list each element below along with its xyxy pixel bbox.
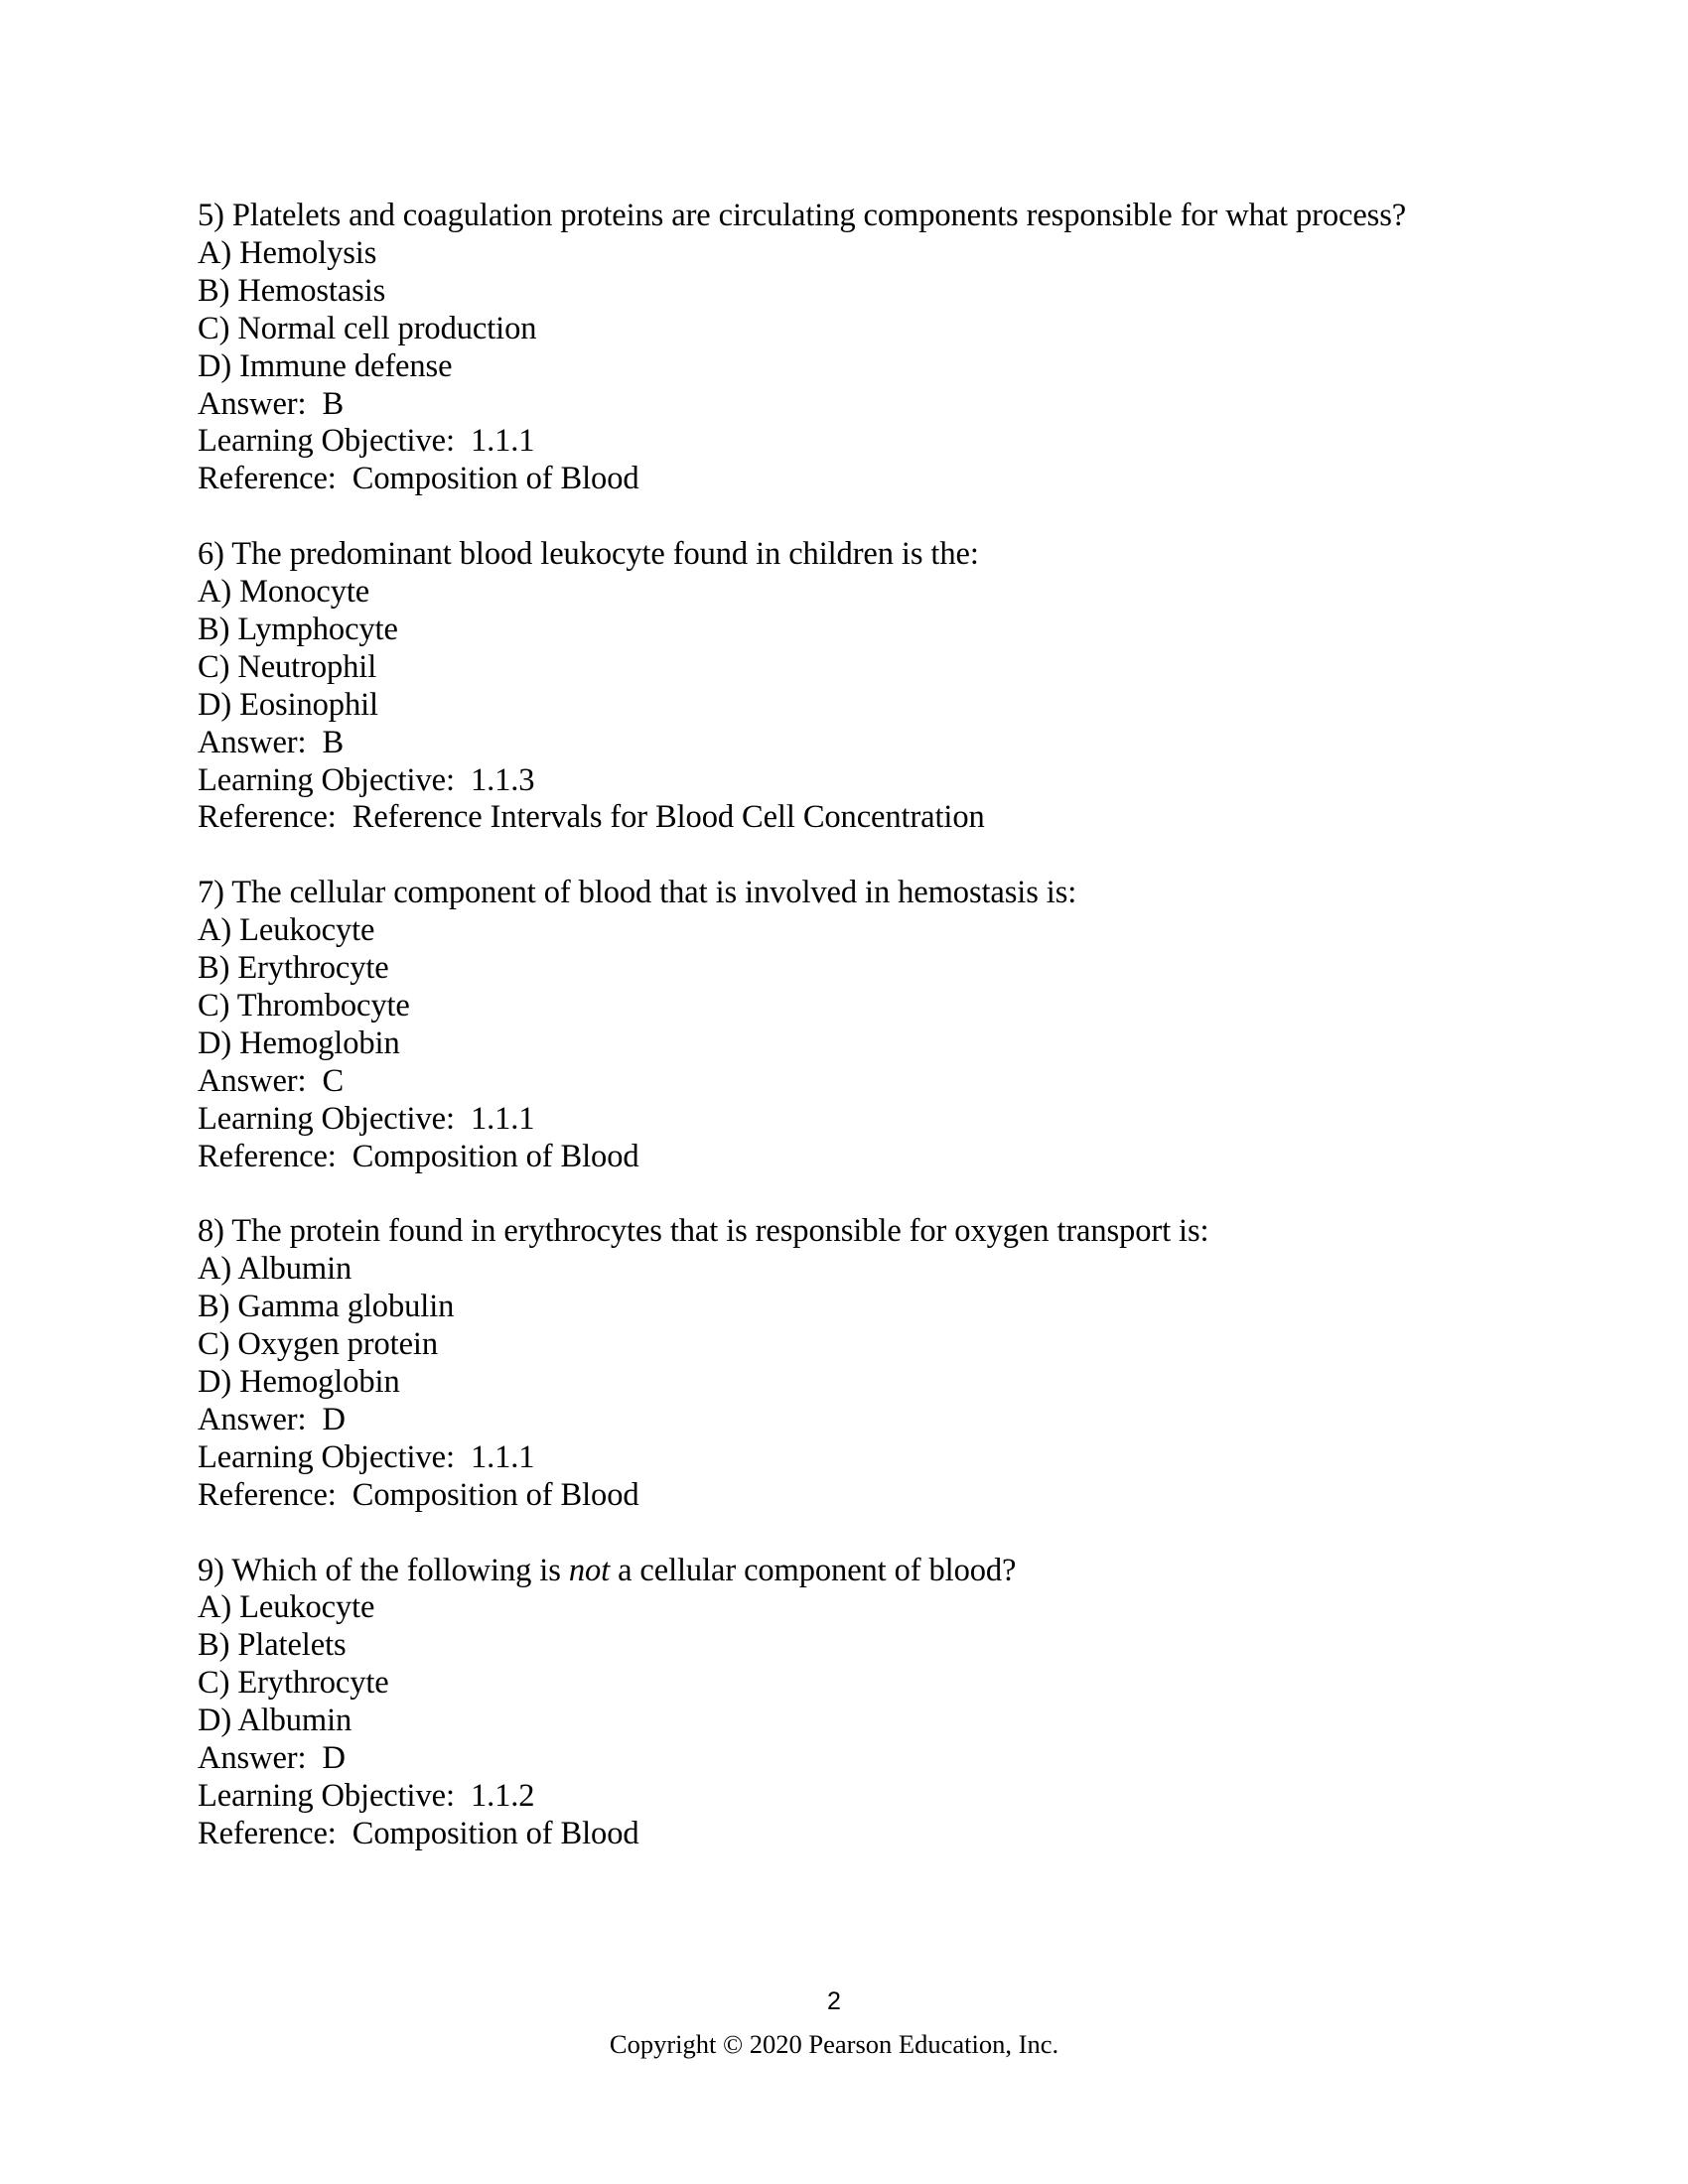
reference: Reference: Composition of Blood — [198, 461, 639, 497]
answer-option: A) Hemolysis — [198, 234, 377, 271]
question-stem — [198, 1553, 1508, 1590]
answer-option: A) Albumin — [198, 1251, 352, 1288]
correct-answer: Answer: B — [198, 385, 345, 422]
answer-option: B) Erythrocyte — [198, 950, 389, 987]
stem-text: 9) Which of the following is — [198, 1552, 569, 1588]
stem-text: 6) The predominant blood leukocyte found in children is the: — [198, 536, 979, 573]
reference: Reference: Reference Intervals for Blood Cell Concentration — [198, 799, 985, 836]
reference: Reference: Composition of Blood — [198, 1476, 639, 1513]
correct-answer: Answer: D — [198, 1740, 346, 1777]
answer-option: D) Albumin — [198, 1703, 352, 1739]
question-block — [198, 198, 1508, 498]
question-block — [198, 1213, 1508, 1514]
answer-option: D) Eosinophil — [198, 686, 378, 723]
answer-option: D) Immune defense — [198, 347, 453, 384]
learning-objective: Learning Objective: 1.1.2 — [198, 1778, 535, 1814]
page-number: 2 — [827, 1987, 841, 2015]
correct-answer: Answer: B — [198, 724, 345, 760]
answer-option: B) Gamma globulin — [198, 1289, 455, 1325]
question-stem — [198, 875, 1508, 912]
answer-option: B) Platelets — [198, 1627, 347, 1664]
stem-text: 8) The protein found in erythrocytes that is responsible for oxygen transport is: — [198, 1213, 1209, 1250]
answer-option: C) Erythrocyte — [198, 1665, 389, 1702]
answer-option: D) Hemoglobin — [198, 1364, 400, 1401]
correct-answer: Answer: D — [198, 1401, 346, 1437]
correct-answer: Answer: C — [198, 1062, 345, 1099]
learning-objective: Learning Objective: 1.1.3 — [198, 761, 535, 798]
answer-option: A) Monocyte — [198, 574, 370, 611]
learning-objective: Learning Objective: 1.1.1 — [198, 1438, 535, 1475]
answer-option: B) Lymphocyte — [198, 611, 398, 647]
answer-option: C) Neutrophil — [198, 648, 377, 685]
answer-option: C) Normal cell production — [198, 310, 537, 346]
answer-option: B) Hemostasis — [198, 272, 386, 309]
stem-text: 7) The cellular component of blood that is involved in hemostasis is: — [198, 875, 1077, 911]
question-stem — [198, 536, 1508, 574]
question-stem — [198, 198, 1508, 235]
question-block — [198, 1553, 1508, 1853]
question-stem — [198, 1213, 1508, 1251]
stem-text: 5) Platelets and coagulation proteins are circulating components responsible for what process? — [198, 198, 1407, 233]
learning-objective: Learning Objective: 1.1.1 — [198, 423, 535, 460]
answer-option: A) Leukocyte — [198, 912, 375, 949]
answer-option: D) Hemoglobin — [198, 1024, 400, 1061]
learning-objective: Learning Objective: 1.1.1 — [198, 1100, 535, 1137]
answer-option: A) Leukocyte — [198, 1589, 375, 1626]
question-block — [198, 875, 1508, 1175]
reference: Reference: Composition of Blood — [198, 1138, 639, 1174]
question-block — [198, 536, 1508, 837]
stem-text: a cellular component of blood? — [610, 1552, 1017, 1588]
reference: Reference: Composition of Blood — [198, 1815, 639, 1851]
copyright-notice: Copyright © 2020 Pearson Education, Inc. — [609, 2029, 1059, 2059]
emphasis-text: not — [568, 1552, 611, 1588]
question-list — [198, 198, 1508, 1891]
answer-option: C) Oxygen protein — [198, 1326, 439, 1363]
answer-option: C) Thrombocyte — [198, 988, 410, 1024]
